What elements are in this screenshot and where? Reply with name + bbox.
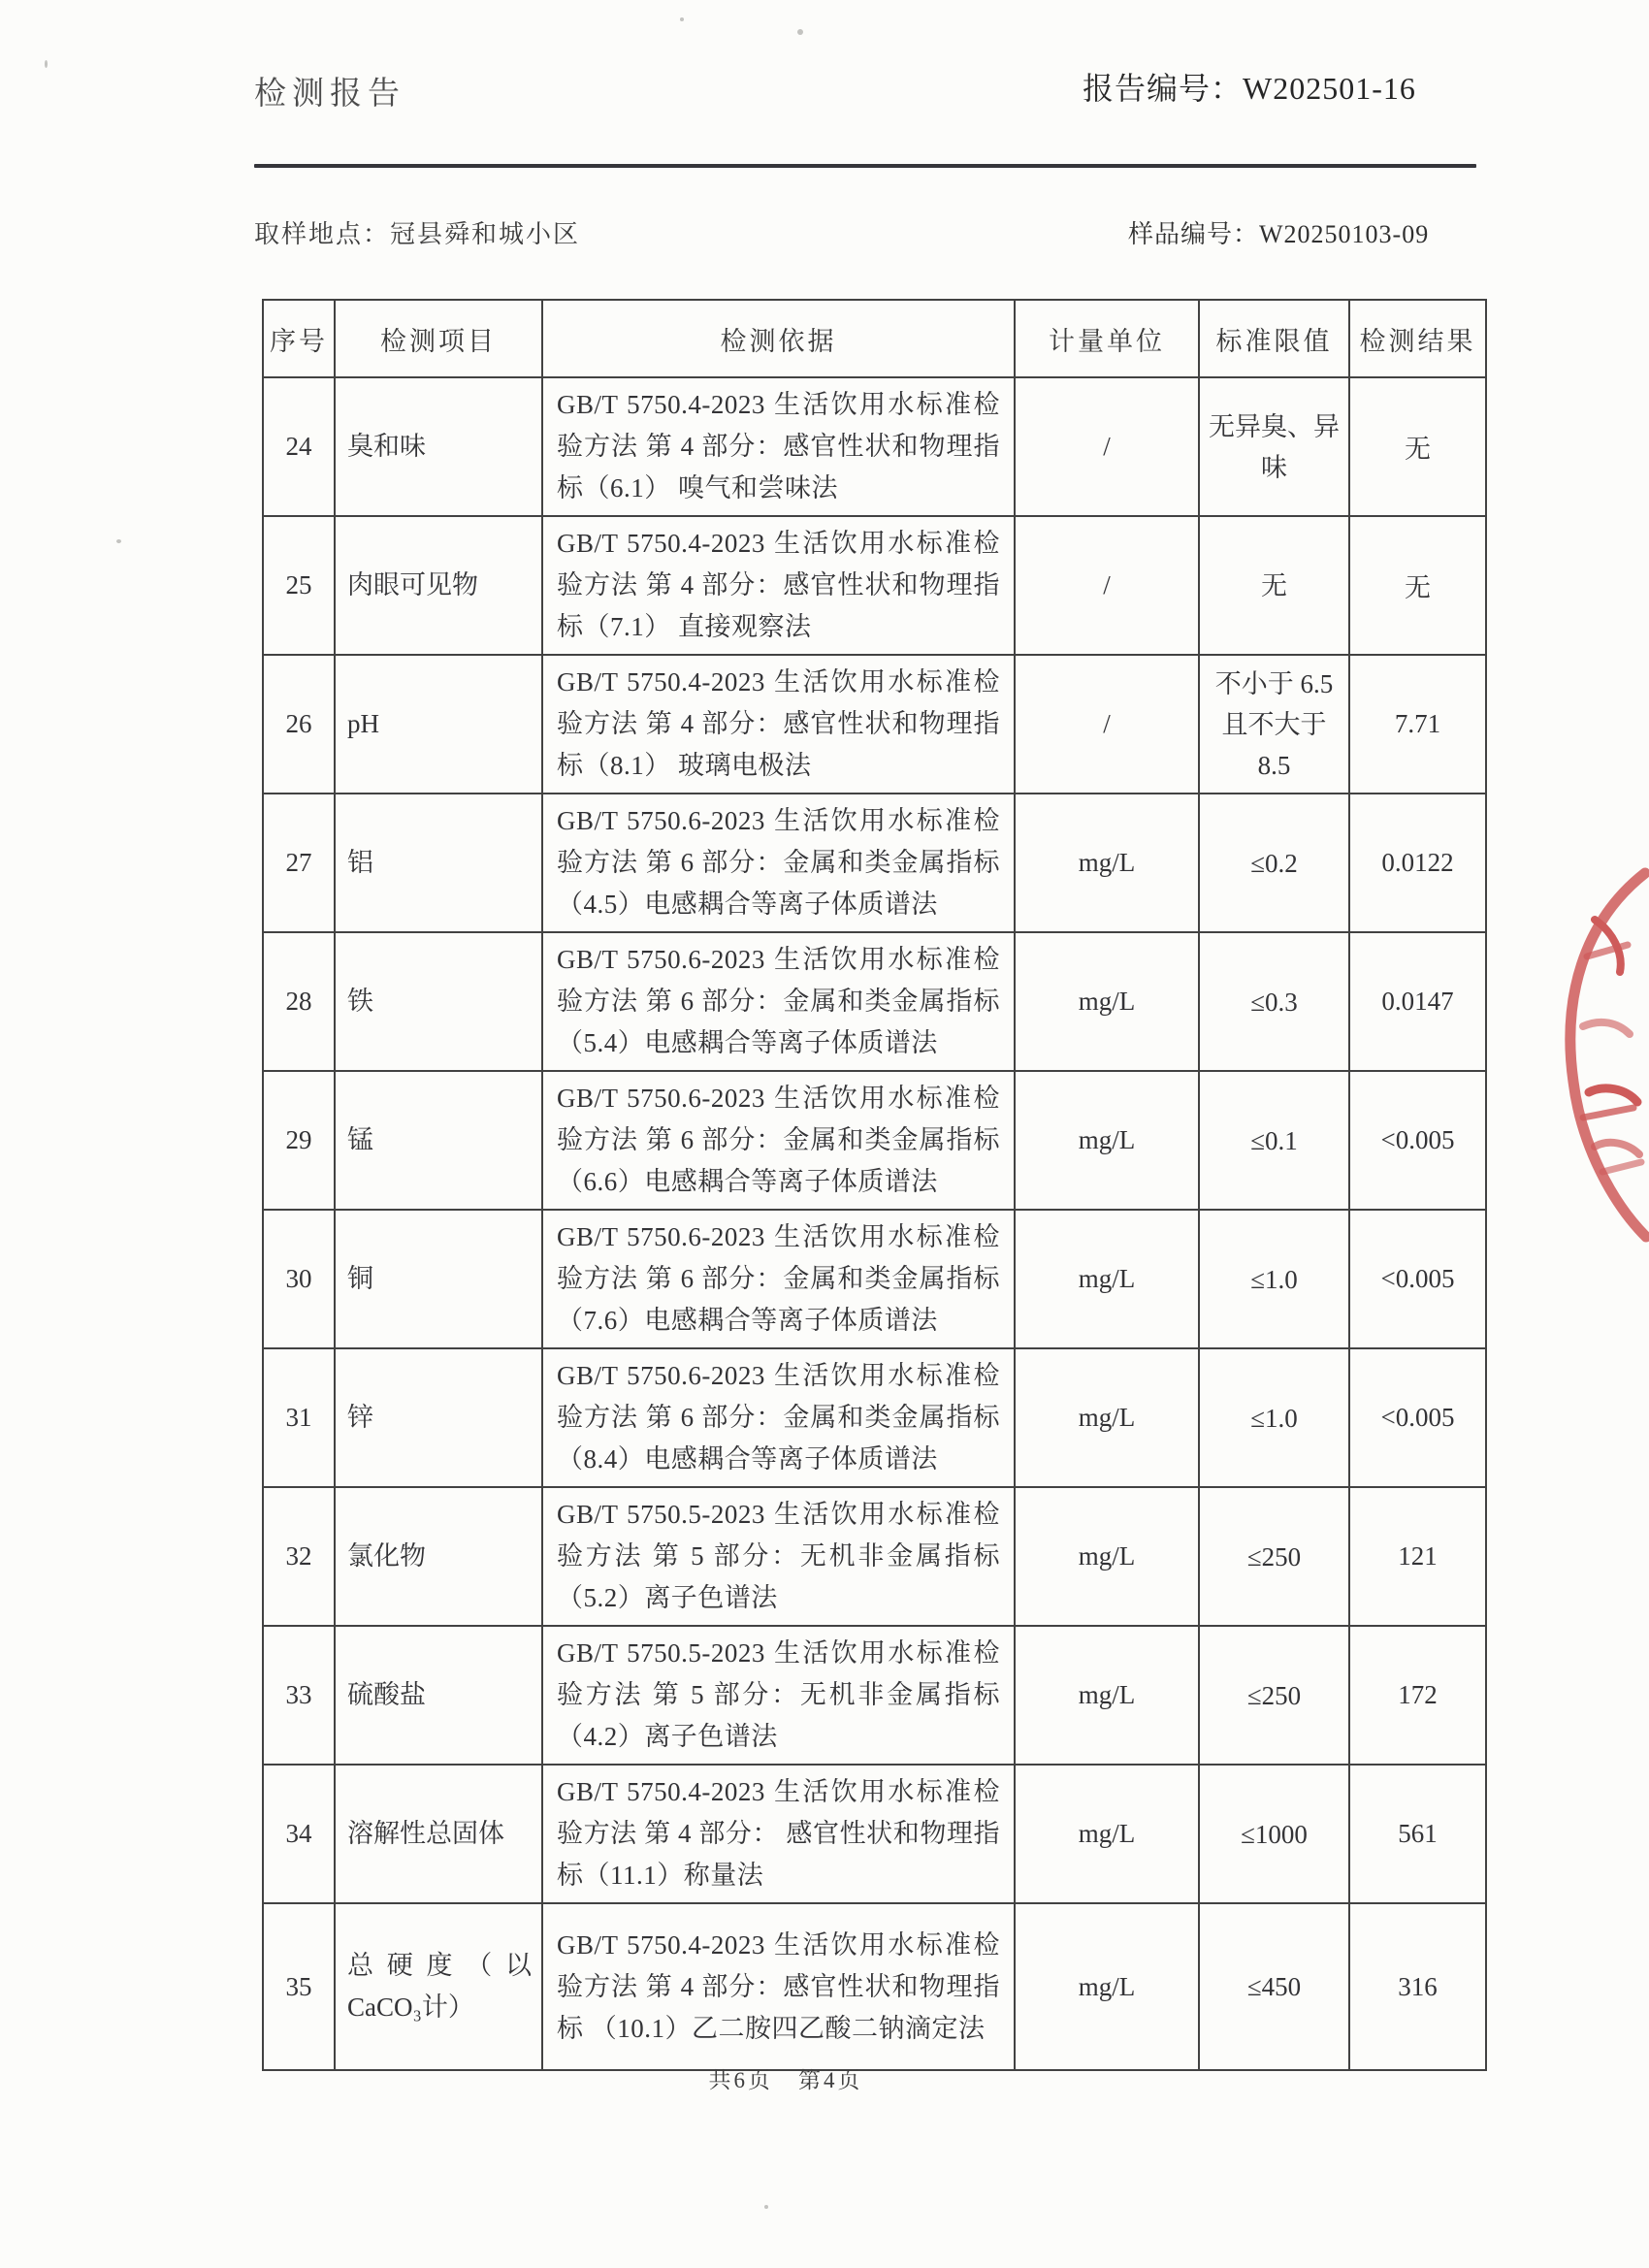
scan-speck [116, 539, 121, 543]
sample-number-value: W20250103-09 [1259, 220, 1430, 248]
scan-speck [45, 60, 48, 68]
row-unit-cell: mg/L [1015, 1765, 1199, 1903]
row-no-cell: 28 [263, 932, 335, 1071]
table-row [263, 932, 1486, 1071]
row-item-cell: 锌 [335, 1348, 542, 1487]
row-result-cell: 0.0147 [1349, 932, 1486, 1071]
row-limit-cell: ≤1000 [1199, 1765, 1349, 1903]
row-no-cell: 34 [263, 1765, 335, 1903]
row-limit-cell: ≤0.1 [1199, 1071, 1349, 1210]
row-result-cell: 172 [1349, 1626, 1486, 1765]
row-result-cell: 316 [1349, 1903, 1486, 2070]
red-seal-partial [1544, 863, 1649, 1251]
row-no-cell: 27 [263, 794, 335, 932]
table-row [263, 516, 1486, 655]
row-limit-cell: ≤250 [1199, 1487, 1349, 1626]
row-no-cell: 33 [263, 1626, 335, 1765]
row-no-cell: 25 [263, 516, 335, 655]
table-row [263, 1071, 1486, 1210]
row-limit-cell: 不小于 6.5 且不大于 8.5 [1199, 655, 1349, 794]
row-result-cell: 无 [1349, 377, 1486, 516]
row-unit-cell: mg/L [1015, 1487, 1199, 1626]
row-unit-cell: mg/L [1015, 1348, 1199, 1487]
table-header-row [263, 300, 1486, 377]
row-basis-cell: GB/T 5750.4-2023 生活饮用水标准检验方法 第 4 部分：感官性状和物理指标 （10.1）乙二胺四乙酸二钠滴定法 [542, 1903, 1015, 2070]
row-basis-cell: GB/T 5750.4-2023 生活饮用水标准检验方法 第 4 部分：感官性状和物理指标（7.1） 直接观察法 [542, 516, 1015, 655]
row-item-cell: 铝 [335, 794, 542, 932]
row-result-cell: 121 [1349, 1487, 1486, 1626]
row-basis-cell: GB/T 5750.4-2023 生活饮用水标准检验方法 第 4 部分： 感官性状和物理指标（11.1）称量法 [542, 1765, 1015, 1903]
results-table-body [263, 377, 1486, 2070]
row-limit-cell: 无异臭、异味 [1199, 377, 1349, 516]
scan-speck [764, 2205, 768, 2209]
row-no-cell: 30 [263, 1210, 335, 1348]
row-unit-cell: / [1015, 377, 1199, 516]
table-row [263, 794, 1486, 932]
row-basis-cell: GB/T 5750.6-2023 生活饮用水标准检验方法 第 6 部分：金属和类金属指标（7.6）电感耦合等离子体质谱法 [542, 1210, 1015, 1348]
row-no-cell: 24 [263, 377, 335, 516]
row-item-cell: 溶解性总固体 [335, 1765, 542, 1903]
row-result-cell: 561 [1349, 1765, 1486, 1903]
row-basis-cell: GB/T 5750.4-2023 生活饮用水标准检验方法 第 4 部分：感官性状和物理指标（8.1） 玻璃电极法 [542, 655, 1015, 794]
page-title: 检测报告 [254, 77, 405, 112]
row-limit-cell: ≤450 [1199, 1903, 1349, 2070]
row-limit-cell: 无 [1199, 516, 1349, 655]
col-header-unit: 计量单位 [1015, 300, 1199, 377]
row-basis-cell: GB/T 5750.5-2023 生活饮用水标准检验方法 第 5 部分：无机非金属指标（5.2）离子色谱法 [542, 1487, 1015, 1626]
row-limit-cell: ≤250 [1199, 1626, 1349, 1765]
table-row [263, 1210, 1486, 1348]
red-seal-icon [1544, 863, 1649, 1251]
row-item-cell: 氯化物 [335, 1487, 542, 1626]
row-result-cell: <0.005 [1349, 1071, 1486, 1210]
row-basis-cell: GB/T 5750.4-2023 生活饮用水标准检验方法 第 4 部分：感官性状和物理指标（6.1） 嗅气和尝味法 [542, 377, 1015, 516]
row-unit-cell: mg/L [1015, 1210, 1199, 1348]
row-basis-cell: GB/T 5750.6-2023 生活饮用水标准检验方法 第 6 部分：金属和类金属指标（8.4）电感耦合等离子体质谱法 [542, 1348, 1015, 1487]
row-limit-cell: ≤0.3 [1199, 932, 1349, 1071]
row-result-cell: <0.005 [1349, 1210, 1486, 1348]
row-basis-cell: GB/T 5750.6-2023 生活饮用水标准检验方法 第 6 部分：金属和类金属指标（6.6）电感耦合等离子体质谱法 [542, 1071, 1015, 1210]
sampling-location-value: 冠县舜和城小区 [390, 220, 581, 248]
row-no-cell: 26 [263, 655, 335, 794]
table-row [263, 1626, 1486, 1765]
table-row [263, 1765, 1486, 1903]
col-header-limit: 标准限值 [1199, 300, 1349, 377]
row-result-cell: 7.71 [1349, 655, 1486, 794]
row-unit-cell: mg/L [1015, 794, 1199, 932]
table-row [263, 655, 1486, 794]
table-row [263, 1487, 1486, 1626]
row-result-cell: <0.005 [1349, 1348, 1486, 1487]
row-no-cell: 31 [263, 1348, 335, 1487]
row-unit-cell: mg/L [1015, 1903, 1199, 2070]
row-unit-cell: mg/L [1015, 1626, 1199, 1765]
row-limit-cell: ≤1.0 [1199, 1210, 1349, 1348]
sample-number [1128, 214, 1429, 250]
row-item-cell: pH [335, 655, 542, 794]
report-number-value: W202501-16 [1243, 71, 1416, 106]
col-header-result: 检测结果 [1349, 300, 1486, 377]
header-divider [254, 164, 1476, 168]
scan-speck [797, 29, 803, 35]
row-result-cell: 0.0122 [1349, 794, 1486, 932]
row-no-cell: 29 [263, 1071, 335, 1210]
row-result-cell: 无 [1349, 516, 1486, 655]
row-item-cell: 硫酸盐 [335, 1626, 542, 1765]
row-unit-cell: / [1015, 516, 1199, 655]
report-number-label: 报告编号： [1083, 71, 1244, 106]
row-item-cell: 铜 [335, 1210, 542, 1348]
sampling-location [254, 214, 580, 250]
col-header-item: 检测项目 [335, 300, 542, 377]
results-table [262, 299, 1487, 2071]
table-row [263, 1348, 1486, 1487]
row-limit-cell: ≤0.2 [1199, 794, 1349, 932]
col-header-no: 序号 [263, 300, 335, 377]
row-unit-cell: mg/L [1015, 932, 1199, 1071]
report-number [1083, 64, 1416, 109]
row-basis-cell: GB/T 5750.6-2023 生活饮用水标准检验方法 第 6 部分：金属和类金属指标（5.4）电感耦合等离子体质谱法 [542, 932, 1015, 1071]
col-header-basis: 检测依据 [542, 300, 1015, 377]
row-item-cell: 锰 [335, 1071, 542, 1210]
table-row [263, 1903, 1486, 2070]
row-no-cell: 32 [263, 1487, 335, 1626]
scan-speck [680, 17, 684, 21]
row-basis-cell: GB/T 5750.6-2023 生活饮用水标准检验方法 第 6 部分：金属和类金属指标（4.5）电感耦合等离子体质谱法 [542, 794, 1015, 932]
sampling-location-label: 取样地点： [254, 220, 391, 248]
sample-number-label: 样品编号： [1128, 220, 1260, 248]
row-item-cell: 臭和味 [335, 377, 542, 516]
row-basis-cell: GB/T 5750.5-2023 生活饮用水标准检验方法 第 5 部分：无机非金属指标（4.2）离子色谱法 [542, 1626, 1015, 1765]
row-item-cell: 肉眼可见物 [335, 516, 542, 655]
row-item-cell: 总硬度（以CaCO₃计） [335, 1903, 542, 2070]
row-unit-cell: / [1015, 655, 1199, 794]
table-row [263, 377, 1486, 516]
row-item-cell: 铁 [335, 932, 542, 1071]
page-number-indicator: 共6页 第4页 [708, 2068, 863, 2092]
row-limit-cell: ≤1.0 [1199, 1348, 1349, 1487]
row-no-cell: 35 [263, 1903, 335, 2070]
row-unit-cell: mg/L [1015, 1071, 1199, 1210]
